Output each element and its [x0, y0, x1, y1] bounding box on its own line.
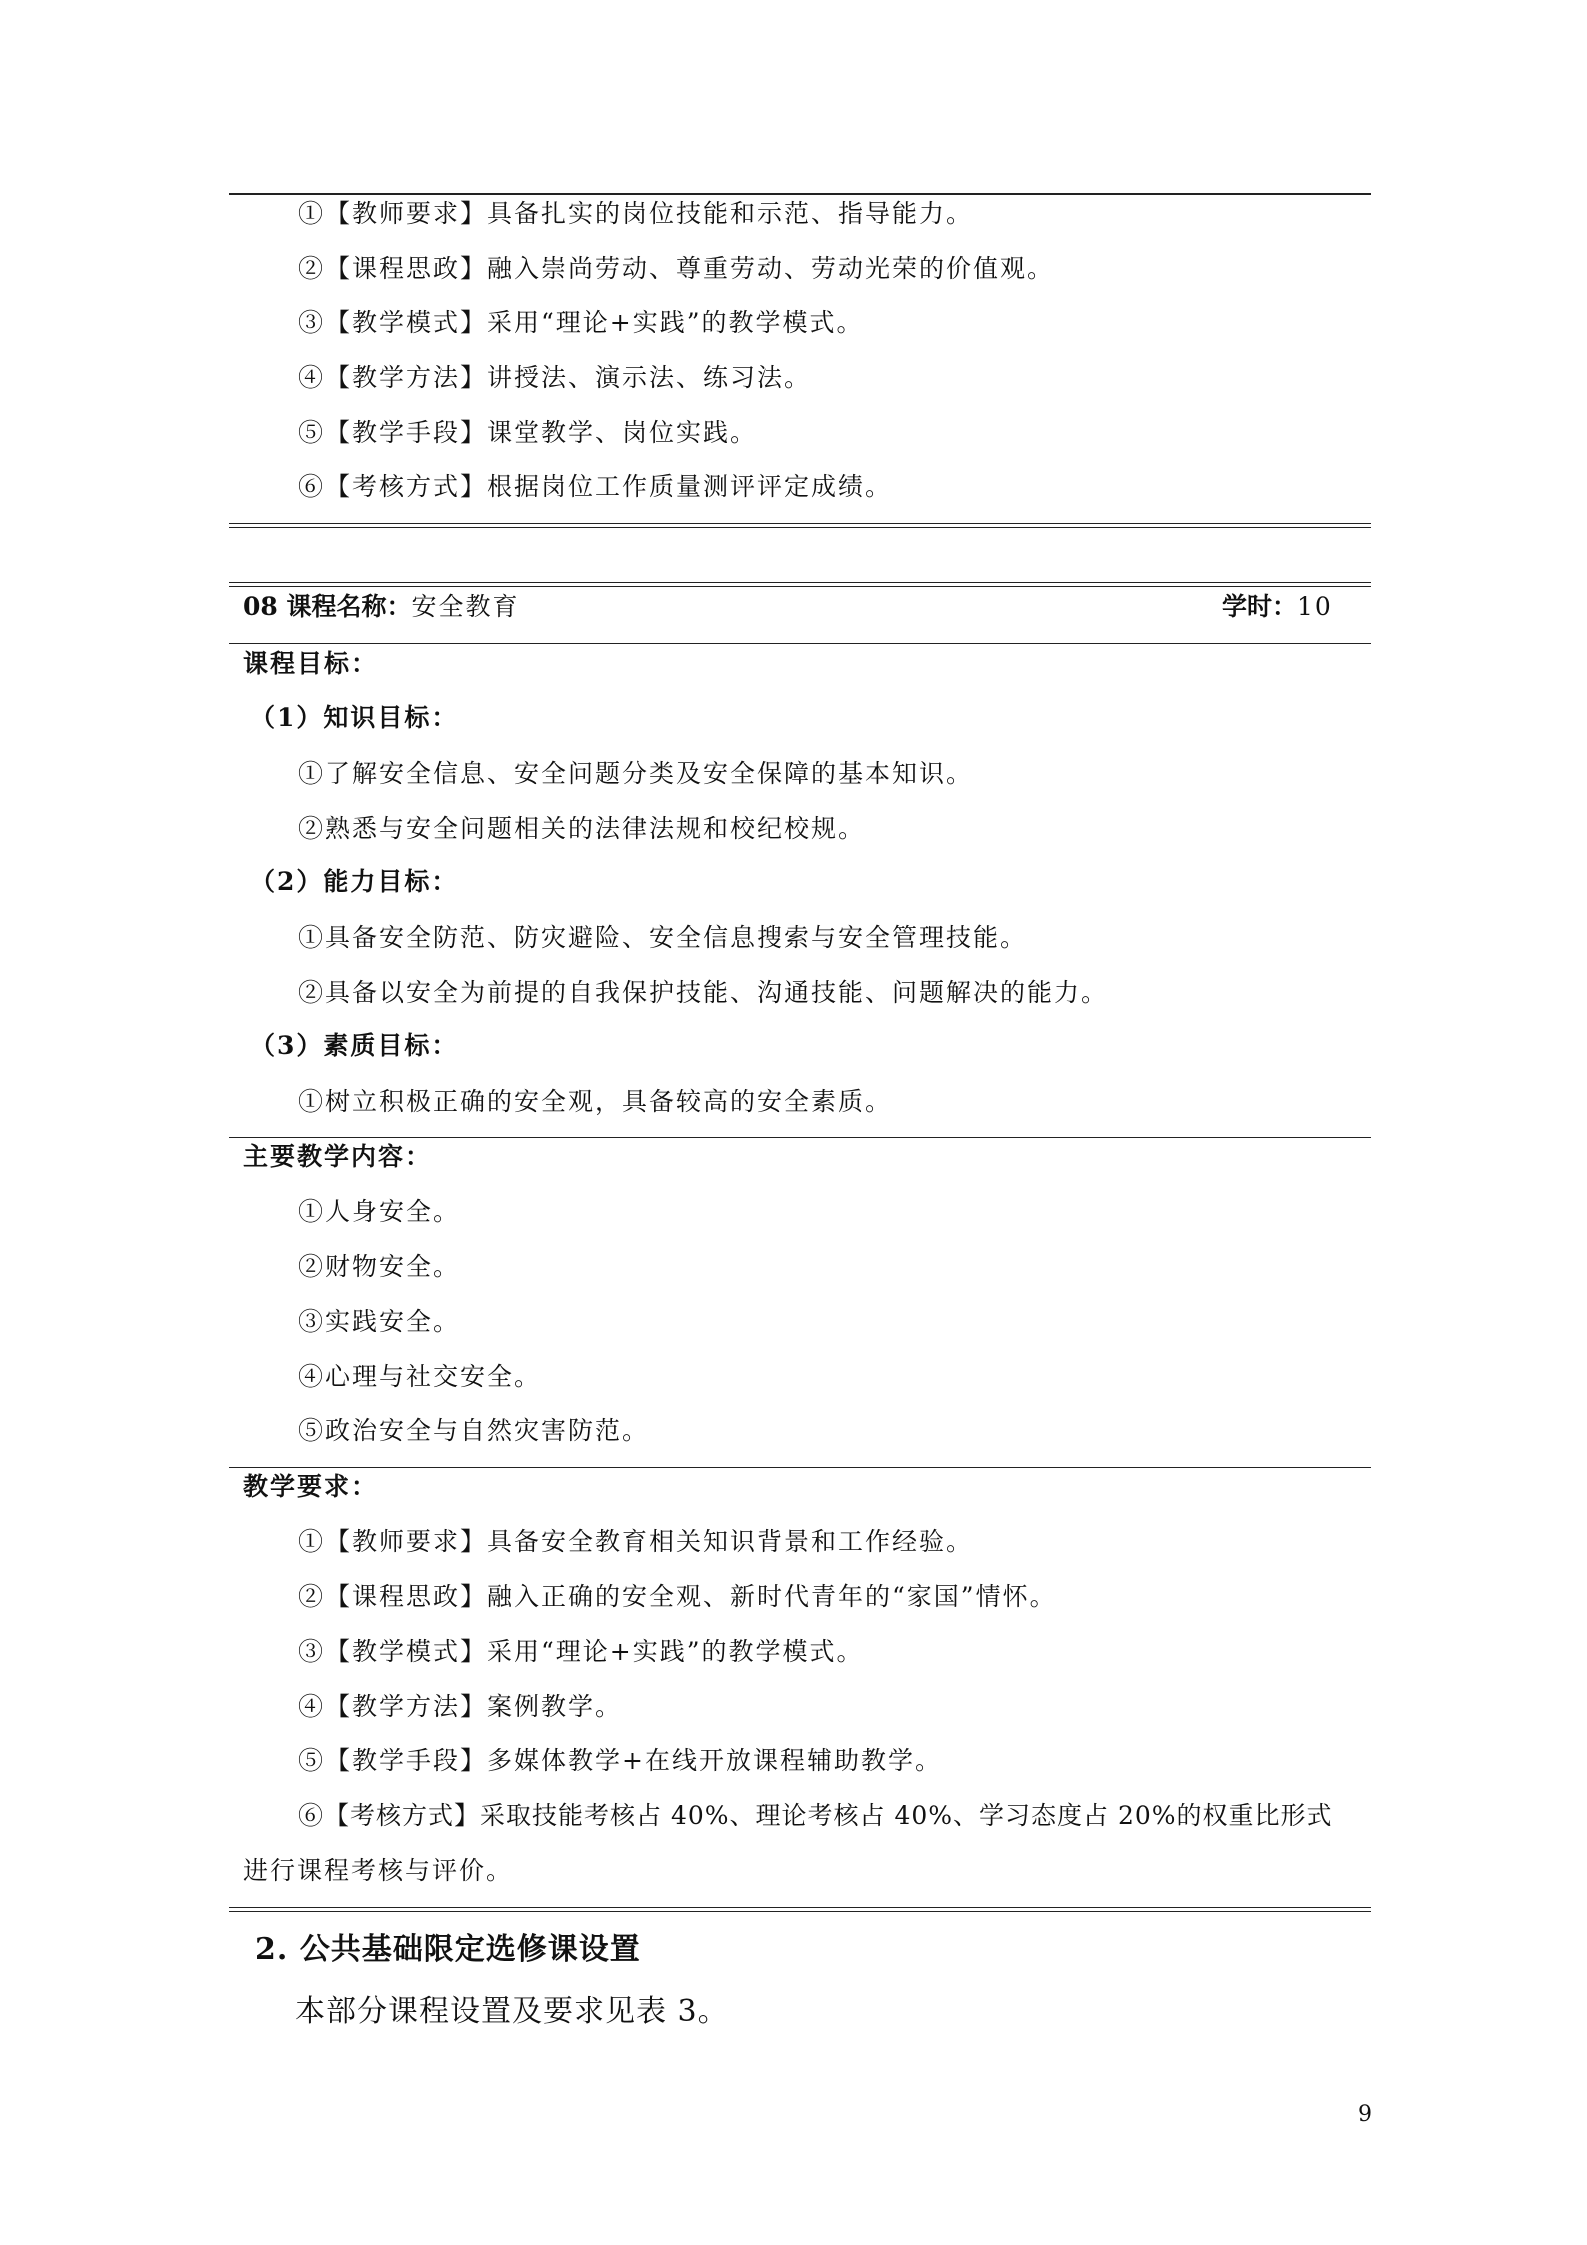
goals-title: 课程目标：	[243, 649, 379, 678]
list-item: ③【教学模式】采用“理论+实践”的教学模式。	[298, 1637, 864, 1666]
list-item: ①【教师要求】具备安全教育相关知识背景和工作经验。	[298, 1527, 974, 1556]
ability-title: （2）能力目标：	[250, 867, 459, 896]
table-top-rule	[229, 193, 1371, 195]
course-table-top-rule	[229, 582, 1371, 587]
section-title: 2. 公共基础限定选修课设置	[255, 1932, 641, 1967]
list-item: ②【课程思政】融入崇尚劳动、尊重劳动、劳动光荣的价值观。	[298, 254, 1055, 283]
list-item: ③实践安全。	[298, 1307, 461, 1336]
list-item: ①【教师要求】具备扎实的岗位技能和示范、指导能力。	[298, 199, 974, 228]
quality-title: （3）素质目标：	[250, 1031, 459, 1060]
goals-divider	[229, 1137, 1371, 1138]
list-item: ⑤政治安全与自然灾害防范。	[298, 1416, 650, 1445]
content-title: 主要教学内容：	[243, 1142, 433, 1171]
content-divider	[229, 1467, 1371, 1468]
list-item: ⑥【考核方式】根据岗位工作质量测评评定成绩。	[298, 472, 893, 501]
list-item: ⑤【教学手段】多媒体教学+在线开放课程辅助教学。	[298, 1746, 942, 1775]
list-item: ④【教学方法】案例教学。	[298, 1692, 623, 1721]
course-table-bottom-rule	[229, 1907, 1371, 1912]
page-number: 9	[1358, 2102, 1372, 2127]
header-divider	[229, 643, 1371, 644]
course-hours-value: 10	[1297, 592, 1333, 621]
course-hours-label: 学时：	[1222, 592, 1298, 621]
list-item: ①人身安全。	[298, 1197, 461, 1226]
list-item: ①树立积极正确的安全观，具备较高的安全素质。	[298, 1087, 893, 1116]
list-item: ④【教学方法】讲授法、演示法、练习法。	[298, 363, 812, 392]
list-item-continuation: 进行课程考核与评价。	[243, 1856, 514, 1885]
course-name-value: 安全教育	[411, 592, 520, 621]
list-item: ②【课程思政】融入正确的安全观、新时代青年的“家国”情怀。	[298, 1582, 1057, 1611]
course-name-header	[243, 589, 520, 625]
list-item: ⑤【教学手段】课堂教学、岗位实践。	[298, 418, 758, 447]
list-item: ①具备安全防范、防灾避险、安全信息搜索与安全管理技能。	[298, 923, 1028, 952]
knowledge-title: （1）知识目标：	[250, 703, 459, 732]
table-bottom-rule	[229, 523, 1371, 528]
list-item: ⑥【考核方式】采取技能考核占 40%、理论考核占 40%、学习态度占 20%的权重比形式	[298, 1801, 1333, 1830]
list-item: ②具备以安全为前提的自我保护技能、沟通技能、问题解决的能力。	[298, 978, 1109, 1007]
body-paragraph: 本部分课程设置及要求见表 3。	[295, 1994, 729, 2029]
req-title: 教学要求：	[243, 1472, 379, 1501]
course-hours	[1222, 589, 1333, 625]
list-item: ②财物安全。	[298, 1252, 461, 1281]
list-item: ④心理与社交安全。	[298, 1362, 542, 1391]
list-item: ①了解安全信息、安全问题分类及安全保障的基本知识。	[298, 759, 974, 788]
course-name-label: 08 课程名称：	[243, 592, 412, 621]
list-item: ②熟悉与安全问题相关的法律法规和校纪校规。	[298, 814, 866, 843]
list-item: ③【教学模式】采用“理论+实践”的教学模式。	[298, 308, 864, 337]
